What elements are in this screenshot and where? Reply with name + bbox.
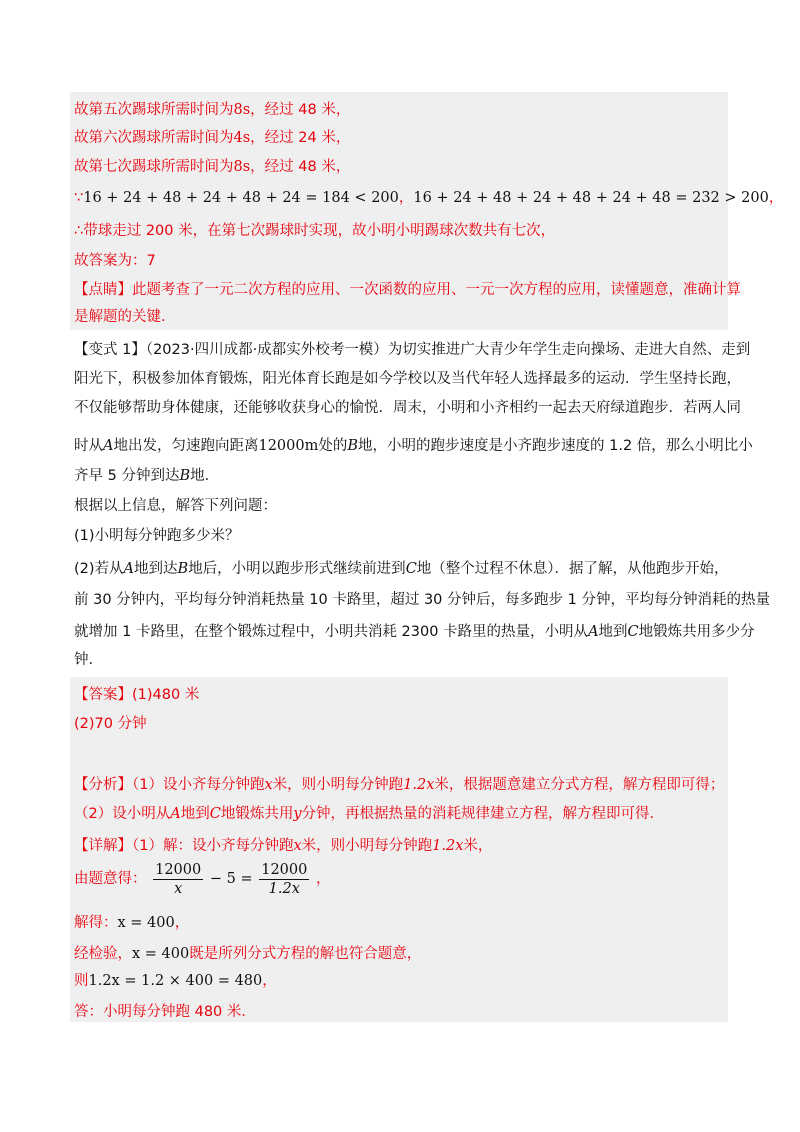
question-2-line-2: 前 30 分钟内，平均每分钟消耗热量 10 卡路里，超过 30 分钟后，每多跑步 1 分钟，平均每分钟消耗的热量 <box>74 592 770 608</box>
final-answer: 答：小明每分钟跑 480 米． <box>74 1004 256 1020</box>
conclusion-line: ∴带球走过 200 米，在第七次踢球时实现，故小明小明踢球次数共有七次， <box>74 223 556 239</box>
problem-line-2: 阳光下，积极参加体育锻炼，阳光体育长跑是如今学校以及当代年轻人选择最多的运动．学生坚持长跑， <box>74 371 741 387</box>
problem-line-1: 【变式 1】（2023·四川成都·成都实外校考一模）为切实推进广大青少年学生走向操场、走进大自然、走到 <box>74 342 751 358</box>
answer-part-1: 【答案】(1)480 米 <box>74 687 200 703</box>
equation-line: 由题意得： $\frac{12000}{x}$ − 5 = $\frac{12000}{1.2x}$ ， <box>74 861 331 897</box>
question-1: (1)小明每分钟跑多少米？ <box>74 528 240 544</box>
step-seventh-kick: 故第七次踢球所需时间为8s，经过 48 米， <box>74 159 351 175</box>
solve-line: 解得：x = 400， <box>74 915 190 931</box>
comment-line-1: 【点睛】此题考查了一元二次方程的应用、一次函数的应用、一元一次方程的应用，读懂题意，准确计算 <box>74 282 741 298</box>
answer-line: 故答案为：7 <box>74 253 156 269</box>
question-2-line-3: 就增加 1 卡路里，在整个锻炼过程中，小明共消耗 2300 卡路里的热量，小明从A地到C地锻炼共用多少分 <box>74 624 755 640</box>
problem-instruction: 根据以上信息，解答下列问题： <box>74 498 277 514</box>
comment-line-2: 是解题的关键． <box>74 309 176 325</box>
step-sixth-kick: 故第六次踢球所需时间为4s，经过 24 米， <box>74 130 351 146</box>
step-fifth-kick: 故第五次踢球所需时间为8s，经过 48 米， <box>74 102 351 118</box>
answer-part-2: (2)70 分钟 <box>74 716 147 732</box>
detail-line-1: 【详解】（1）解：设小齐每分钟跑x米，则小明每分钟跑1.2x米， <box>74 838 493 854</box>
question-2-line-1: (2)若从A地到达B地后，小明以跑步形式继续前进到C地（整个过程不休息）．据了解，从他跑步开始， <box>74 561 729 577</box>
analysis-line-2: （2）设小明从A地到C地锻炼共用y分钟，再根据热量的消耗规律建立方程，解方程即可得． <box>74 806 665 822</box>
fraction-right: $\frac{12000}{1.2x}$ <box>261 861 308 897</box>
problem-line-4: 时从A地出发，匀速跑向距离12000m处的B地，小明的跑步速度是小齐跑步速度的 1.2 倍，那么小明比小 <box>74 438 753 454</box>
problem-line-5: 齐早 5 分钟到达B地． <box>74 468 220 484</box>
analysis-line-1: 【分析】（1）设小齐每分钟跑x米，则小明每分钟跑1.2x米，根据题意建立分式方程，解方程即可得； <box>74 777 725 793</box>
fraction-left: $\frac{12000}{x}$ <box>155 861 202 897</box>
sum-comparison: ∵16 + 24 + 48 + 24 + 48 + 24 = 184 < 200，16 + 24 + 48 + 24 + 48 + 24 + 48 = 232 > 200， <box>74 190 784 206</box>
check-line: 经检验，x = 400既是所列分式方程的解也符合题意， <box>74 946 422 962</box>
question-2-line-4: 钟． <box>74 652 103 668</box>
compute-line: 则1.2x = 1.2 × 400 = 480， <box>74 973 277 989</box>
problem-line-3: 不仅能够帮助身体健康，还能够收获身心的愉悦．周末，小明和小齐相约一起去天府绿道跑步．若两人同 <box>74 400 741 416</box>
